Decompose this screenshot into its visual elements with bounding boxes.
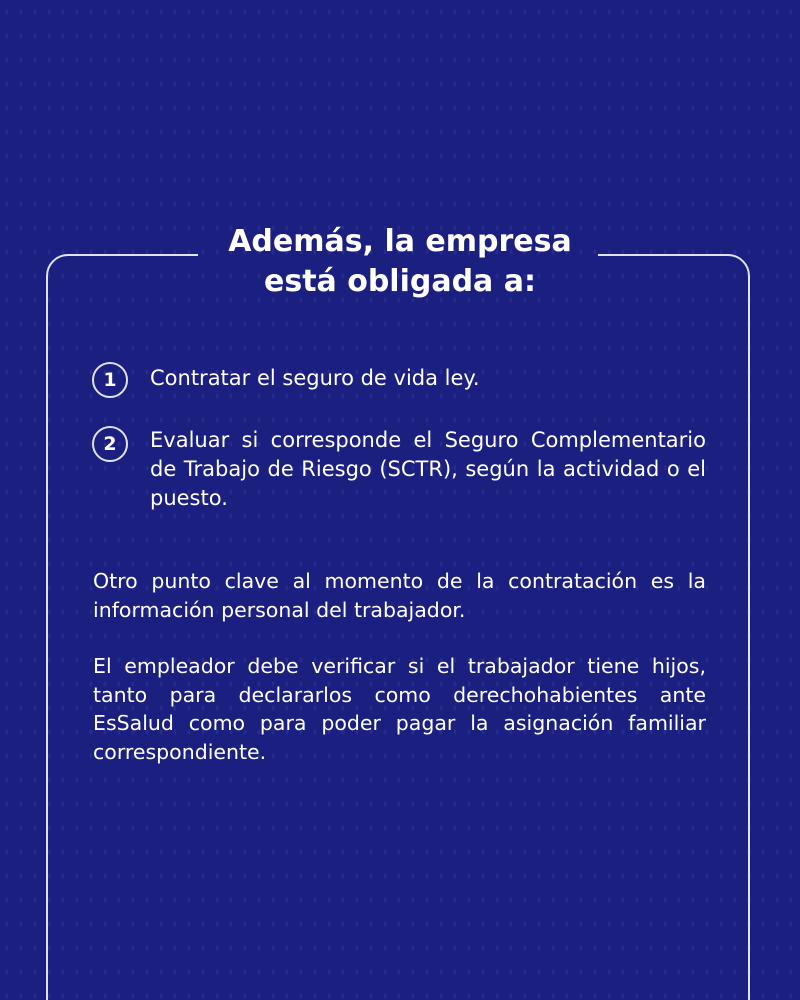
paragraph-1: Otro punto clave al momento de la contratación es la información personal del trabajador. — [93, 569, 706, 622]
paragraph-2: El empleador debe verificar si el trabajador tiene hijos, tanto para declararlos como derechohabientes ante EsSalud como para poder pagar la asignación familiar correspondiente. — [93, 654, 706, 764]
title-line-2: está obligada a: — [263, 264, 536, 299]
page-title — [150, 222, 650, 302]
obligation-item-2 — [92, 426, 706, 513]
obligation-item-1 — [92, 362, 706, 398]
number-badge-2: 2 — [92, 426, 128, 462]
number-badge-1: 1 — [92, 362, 128, 398]
title-line-1: Además, la empresa — [228, 224, 572, 259]
obligation-text-1: Contratar el seguro de vida ley. — [150, 366, 480, 390]
obligation-text-2: Evaluar si corresponde el Seguro Complementario de Trabajo de Riesgo (SCTR), según la actividad o el puesto. — [150, 428, 706, 510]
